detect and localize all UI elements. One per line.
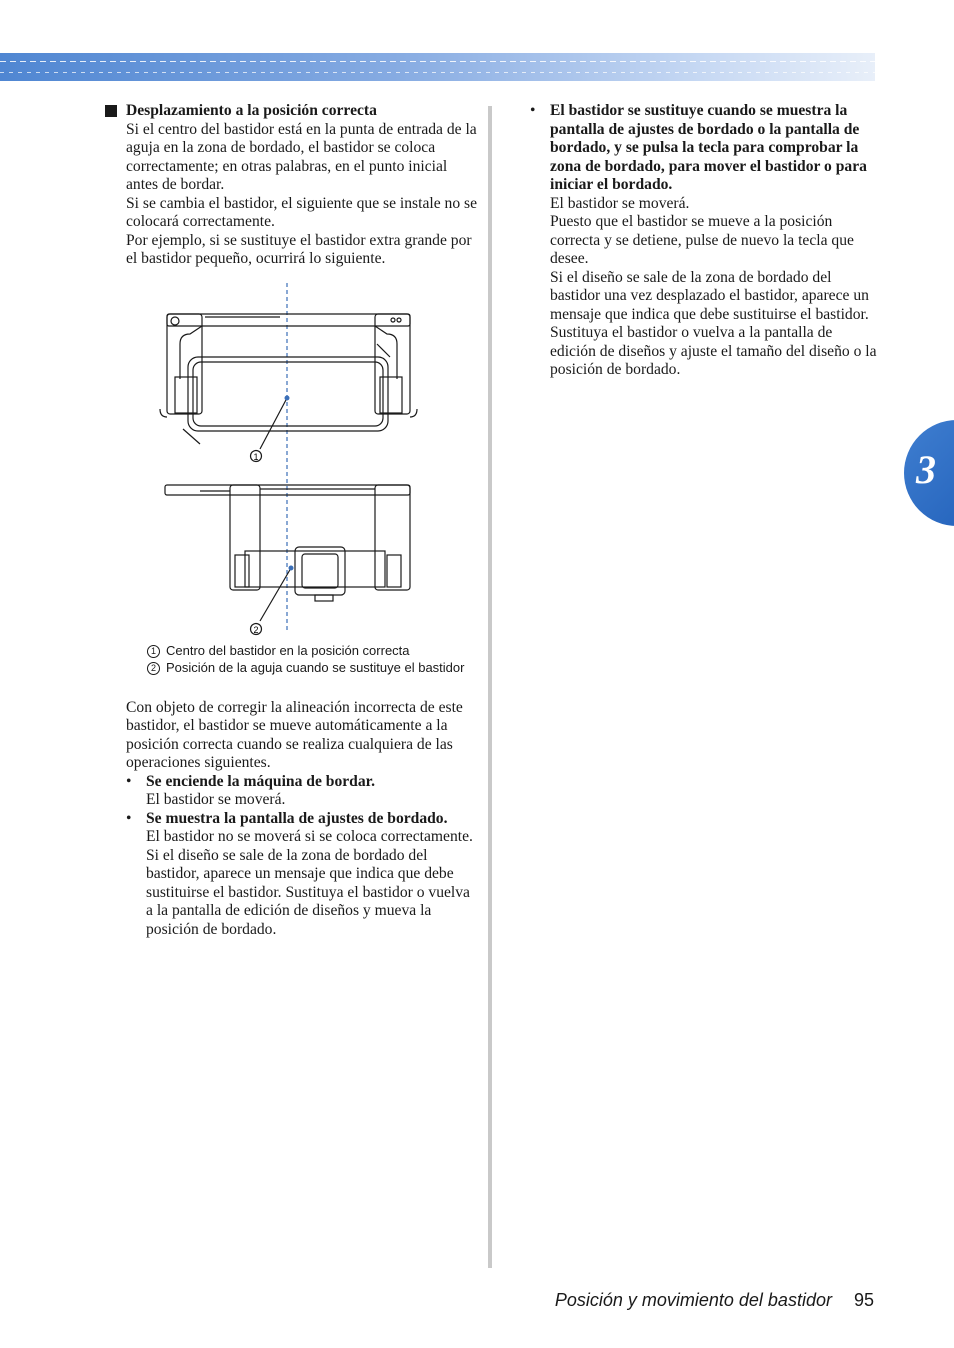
bullet-body-2a: El bastidor no se moverá si se coloca correctamente.	[146, 828, 473, 845]
right-bullet-item	[530, 102, 880, 380]
bullet-title-1: Se enciende la máquina de bordar.	[146, 772, 376, 790]
chapter-tab	[904, 420, 954, 526]
large-hoop	[160, 314, 417, 444]
section-heading: Desplazamiento a la posición correcta	[126, 102, 377, 119]
right-bullet-body-1: El bastidor se moverá.	[550, 194, 690, 212]
left-column	[105, 102, 480, 939]
figure-caption-1	[147, 643, 410, 658]
hoop-illustration	[105, 279, 480, 677]
caption-text-2: Posición de la aguja cuando se sustituye el bastidor	[166, 659, 465, 675]
right-bullet-title: El bastidor se sustituye cuando se muestra la pantalla de ajustes de bordado o la pantalla de bordado, y se pulsa la tecla para comprobar la zona de bordado, para mover el bastidor o para iniciar el bordado.	[550, 102, 867, 193]
figure-caption-2	[147, 660, 464, 675]
bullet-dot: •	[126, 772, 132, 790]
page-number: 95	[853, 1290, 874, 1310]
caption-number-2: 2	[147, 662, 160, 675]
header-band	[0, 53, 875, 81]
intro-paragraph-1: Si el centro del bastidor está en la punta de entrada de la aguja en la zona de bordado, el bastidor se coloca correctamente; en otras palabras, en el punto inicial antes de bordar.	[126, 120, 477, 193]
callout-leader-1	[260, 398, 287, 449]
bullet-item-1	[126, 773, 480, 810]
right-bullet-body-2: Puesto que el bastidor se mueve a la posición correcta y se detiene, pulse de nuevo la tecla que desee.	[550, 213, 854, 267]
footer-title: Posición y movimiento del bastidor	[554, 1290, 832, 1310]
right-bullet-body-3: Si el diseño se sale de la zona de bordado del bastidor una vez desplazado el bastidor, aparece un mensaje que indica que debe sustituirse el bastidor. Sustituya el bastidor o vuelva a la pantalla de edición de diseños y ajuste el tamaño del diseño o la posición de bordado.	[550, 268, 877, 378]
bullet-title-2: Se muestra la pantalla de ajustes de bordado.	[146, 809, 448, 827]
caption-text-1: Centro del bastidor en la posición correcta	[166, 642, 410, 658]
intro-paragraph-2: Si se cambia el bastidor, el siguiente que se instale no se colocará correctamente.	[126, 194, 478, 230]
chapter-number: 3	[916, 447, 936, 492]
caption-number-1: 1	[147, 645, 160, 658]
section-heading-block	[105, 102, 480, 269]
hoop-figure	[105, 279, 480, 677]
square-bullet-icon	[105, 105, 117, 117]
column-divider	[488, 106, 492, 1268]
callout-label-2: 2	[253, 624, 259, 635]
callout-leader-2	[260, 568, 291, 621]
center-point-1	[285, 395, 290, 400]
bullet-body-2b: Si el diseño se sale de la zona de bordado del bastidor, aparece un mensaje que indica que debe sustituirse el bastidor. Sustituya el bastidor o vuelva a la pantalla de edición de diseños y mueva la posición de bordado.	[146, 846, 470, 938]
correction-paragraph: Con objeto de corregir la alineación incorrecta de este bastidor, el bastidor se mueve automáticamente a la posición correcta cuando se realiza cualquiera de las operaciones siguientes.	[126, 698, 463, 771]
intro-paragraph-3: Por ejemplo, si se sustituye el bastidor extra grande por el bastidor pequeño, ocurrirá lo siguiente.	[126, 231, 472, 267]
bullet-item-2	[126, 810, 480, 940]
bullet-dot: •	[126, 809, 132, 827]
bullet-dot: •	[530, 102, 536, 119]
right-column	[530, 102, 880, 380]
page-footer	[555, 1290, 874, 1311]
callout-label-1: 1	[253, 451, 259, 462]
bullet-body-1: El bastidor se moverá.	[146, 791, 286, 808]
center-point-2	[289, 565, 294, 570]
